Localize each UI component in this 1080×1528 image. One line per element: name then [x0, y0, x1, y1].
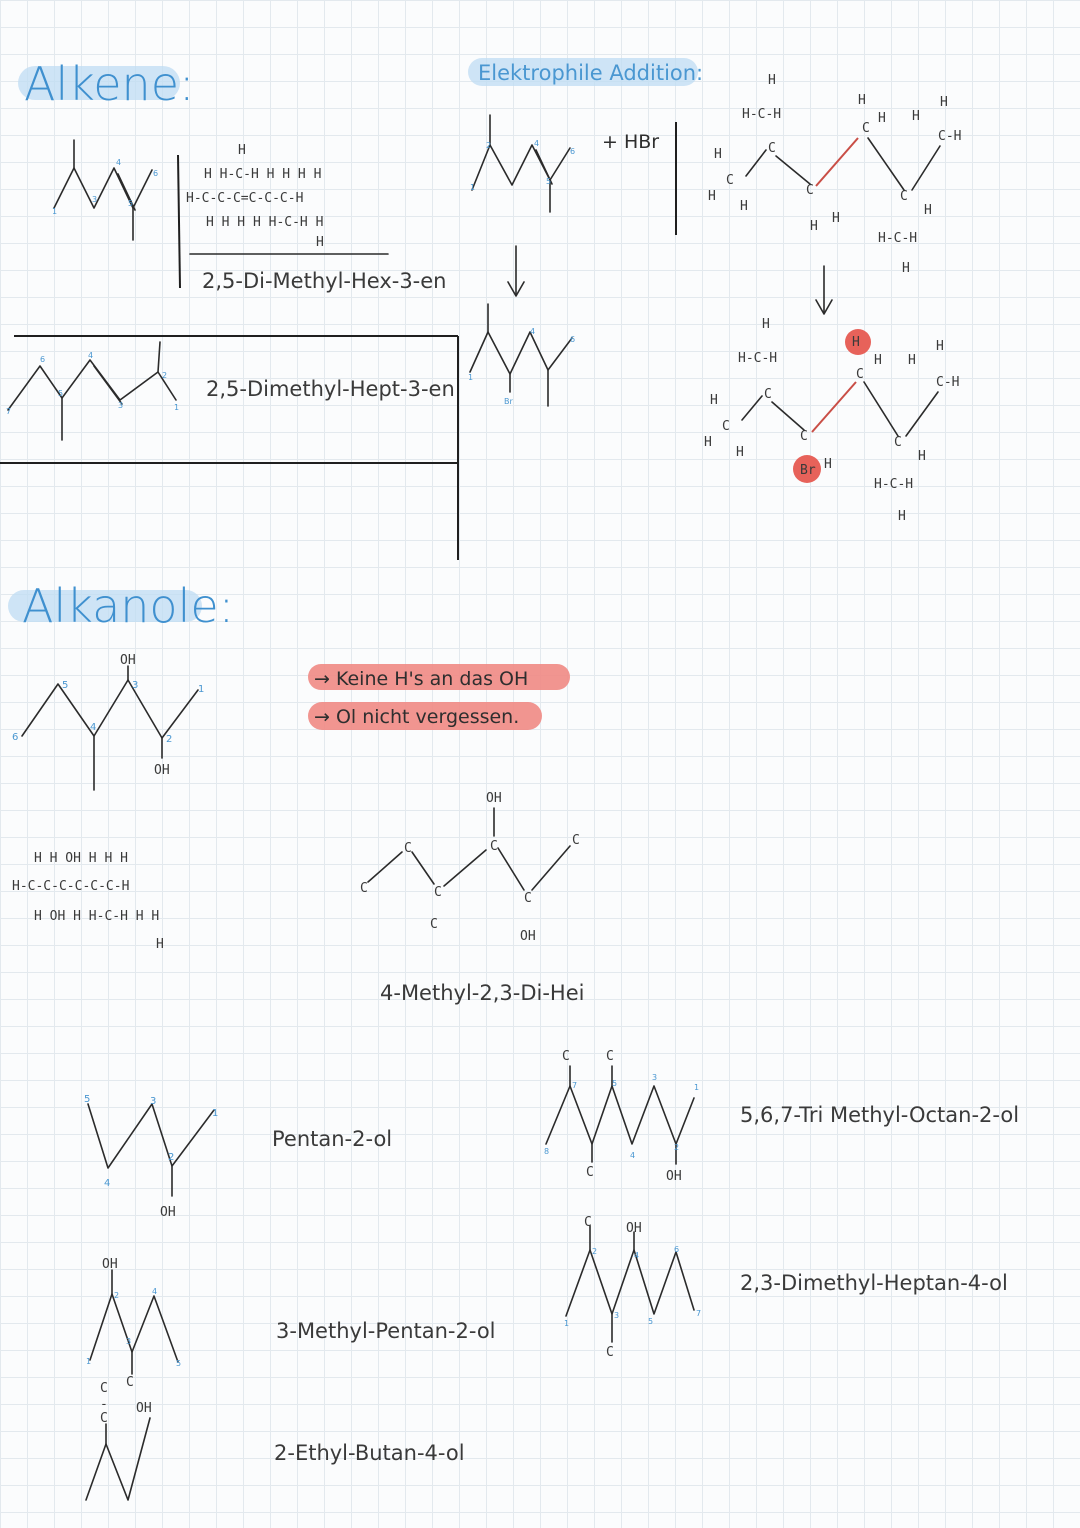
svg-text:C: C [490, 839, 498, 854]
addition-title: Elektrophile Addition: [478, 61, 704, 85]
alkanole-title: Alkanole: [22, 579, 235, 633]
svg-text:5: 5 [62, 680, 69, 691]
svg-text:C: C [126, 1375, 134, 1390]
svg-text:4: 4 [530, 327, 536, 336]
svg-text:3: 3 [652, 1073, 658, 1082]
svg-text:H: H [768, 73, 776, 88]
svg-text:OH: OH [136, 1401, 152, 1416]
svg-text:C: C [606, 1345, 614, 1360]
svg-text:H: H [936, 339, 944, 354]
svg-text:H: H [898, 509, 906, 524]
svg-text:3: 3 [118, 401, 124, 410]
svg-text:H: H [940, 95, 948, 110]
alkene-name-2: 2,5-Dimethyl-Hept-3-en [206, 377, 455, 401]
svg-text:C: C [768, 141, 776, 156]
svg-text:6: 6 [570, 335, 576, 344]
svg-text:H-C-H: H-C-H [738, 351, 778, 366]
svg-text:2: 2 [162, 371, 168, 380]
svg-text:5: 5 [128, 199, 134, 208]
svg-text:6: 6 [570, 147, 576, 156]
svg-text:1: 1 [470, 183, 476, 192]
alkene-box [0, 336, 458, 560]
alkene-skeletal-1 [52, 140, 158, 240]
note-pill-1 [308, 664, 570, 690]
svg-text:H: H [874, 353, 882, 368]
svg-text:7: 7 [696, 1309, 702, 1318]
br-label: Br [800, 463, 816, 478]
alkanol-skeletal-1 [12, 653, 204, 790]
note-pill-2 [308, 702, 542, 730]
alkanol-example-2-name: 5,6,7-Tri Methyl-Octan-2-ol [740, 1103, 1020, 1127]
addition-skeletal-reactant [470, 115, 575, 212]
alkanol-example-4-name: 2,3-Dimethyl-Heptan-4-ol [740, 1271, 1008, 1295]
svg-text:OH: OH [486, 791, 502, 806]
svg-text:2: 2 [114, 1291, 120, 1300]
alkene-title: Alkene: [24, 57, 195, 111]
svg-text:8: 8 [544, 1147, 550, 1156]
svg-text:3: 3 [92, 195, 98, 204]
svg-text:7: 7 [6, 407, 12, 416]
svg-text:H-C-C-C=C-C-C-H: H-C-C-C=C-C-C-H [186, 191, 304, 206]
svg-text:H: H [704, 435, 712, 450]
svg-text:OH: OH [102, 1257, 118, 1272]
svg-text:C: C [100, 1381, 108, 1396]
alkene-structural-formula [186, 143, 388, 254]
svg-text:C-H: C-H [938, 129, 962, 144]
svg-text:H-C-H: H-C-H [874, 477, 914, 492]
svg-text:3: 3 [132, 680, 139, 691]
addition-skeletal-product [468, 304, 575, 406]
svg-text:H-C-C-C-C-C-C-H: H-C-C-C-C-C-C-H [12, 879, 130, 894]
svg-text:3: 3 [150, 1096, 157, 1107]
svg-text:1: 1 [52, 207, 58, 216]
alkanol-example-2 [544, 1049, 699, 1184]
svg-text:2: 2 [592, 1247, 598, 1256]
svg-text:C: C [722, 419, 730, 434]
svg-text:-: - [100, 1397, 108, 1412]
svg-text:4: 4 [104, 1178, 111, 1189]
svg-text:H: H [908, 353, 916, 368]
svg-text:H: H [924, 203, 932, 218]
svg-text:7: 7 [572, 1081, 578, 1090]
svg-text:H: H [762, 317, 770, 332]
svg-text:2: 2 [674, 1143, 680, 1152]
svg-text:C: C [100, 1411, 108, 1426]
addition-reagent: + HBr [602, 131, 660, 153]
svg-text:4: 4 [634, 1251, 640, 1260]
alkanol-example-5-name: 2-Ethyl-Butan-4-ol [274, 1441, 465, 1465]
svg-text:6: 6 [153, 169, 159, 178]
svg-text:H H OH H H H: H H OH H H H [34, 851, 128, 866]
svg-text:C: C [606, 1049, 614, 1064]
svg-text:C: C [434, 885, 442, 900]
svg-text:C: C [764, 387, 772, 402]
alkanol-example-5 [86, 1381, 152, 1500]
svg-text:1: 1 [198, 684, 205, 695]
svg-text:H-C-H: H-C-H [878, 231, 918, 246]
rule-note-2: → Ol nicht vergessen. [314, 706, 520, 728]
svg-text:5: 5 [84, 1094, 91, 1105]
svg-text:C: C [562, 1049, 570, 1064]
addition-3d-product [704, 317, 959, 524]
svg-text:C: C [862, 121, 870, 136]
svg-text:5: 5 [58, 389, 64, 398]
svg-text:H: H [912, 109, 920, 124]
svg-text:C: C [430, 917, 438, 932]
svg-text:4: 4 [90, 722, 97, 733]
svg-text:C: C [800, 429, 808, 444]
svg-text:5: 5 [612, 1079, 618, 1088]
alkene-heading [18, 57, 195, 111]
addition-3d-reactant [708, 73, 961, 276]
alkanol-structural-formula [12, 851, 164, 952]
svg-text:C-H: C-H [936, 375, 960, 390]
addition-heading [468, 58, 703, 86]
alkene-name-1: 2,5-Di-Methyl-Hex-3-en [202, 269, 447, 293]
svg-text:OH: OH [160, 1205, 176, 1220]
svg-text:OH: OH [154, 763, 170, 778]
svg-text:H: H [852, 335, 860, 350]
svg-text:4: 4 [534, 139, 540, 148]
svg-text:H: H [902, 261, 910, 276]
svg-text:C: C [404, 841, 412, 856]
alkanol-example-3 [86, 1257, 181, 1390]
svg-text:1: 1 [468, 373, 474, 382]
svg-text:2: 2 [168, 1152, 175, 1163]
svg-text:H: H [316, 235, 324, 250]
alkanol-example-1 [84, 1094, 218, 1220]
svg-text:H: H [918, 449, 926, 464]
svg-text:H: H [740, 199, 748, 214]
svg-text:C: C [894, 435, 902, 450]
svg-text:H-C-H: H-C-H [742, 107, 782, 122]
svg-text:C: C [584, 1215, 592, 1230]
svg-text:H H H H H-C-H H: H H H H H-C-H H [206, 215, 324, 230]
svg-text:H: H [710, 393, 718, 408]
svg-text:1: 1 [212, 1108, 219, 1119]
svg-text:6: 6 [674, 1245, 680, 1254]
svg-text:H: H [714, 147, 722, 162]
svg-text:C: C [856, 367, 864, 382]
svg-text:H H-C-H H H H H: H H-C-H H H H H [204, 167, 322, 182]
alkanol-example-3-name: 3-Methyl-Pentan-2-ol [276, 1319, 496, 1343]
svg-text:H: H [736, 445, 744, 460]
svg-text:1: 1 [694, 1083, 700, 1092]
alkanole-heading [8, 579, 234, 633]
svg-text:C: C [586, 1165, 594, 1180]
svg-text:H OH H H-C-H H H: H OH H H-C-H H H [34, 909, 160, 924]
svg-text:OH: OH [666, 1169, 682, 1184]
svg-text:2: 2 [486, 141, 492, 150]
alkanol-name-main: 4-Methyl-2,3-Di-Hei [380, 981, 585, 1005]
svg-text:C: C [726, 173, 734, 188]
svg-text:4: 4 [88, 351, 94, 360]
rule-note-1: → Keine H's an das OH [314, 668, 529, 690]
svg-text:5: 5 [648, 1317, 654, 1326]
svg-text:1: 1 [174, 403, 180, 412]
svg-text:H: H [878, 111, 886, 126]
svg-text:1: 1 [564, 1319, 570, 1328]
svg-text:C: C [360, 881, 368, 896]
svg-text:3: 3 [614, 1311, 620, 1320]
reaction-arrow-2 [816, 266, 832, 314]
svg-text:OH: OH [120, 653, 136, 668]
svg-text:C: C [524, 891, 532, 906]
svg-text:H: H [824, 457, 832, 472]
svg-text:1: 1 [86, 1357, 92, 1366]
alkanol-carbon-skeleton [360, 791, 580, 944]
svg-text:C: C [806, 183, 814, 198]
svg-text:4: 4 [152, 1287, 158, 1296]
svg-text:H: H [858, 93, 866, 108]
svg-text:5: 5 [546, 177, 552, 186]
svg-text:H: H [832, 211, 840, 226]
svg-text:4: 4 [630, 1151, 636, 1160]
alkanol-example-1-name: Pentan-2-ol [272, 1127, 393, 1151]
svg-text:H: H [238, 143, 246, 158]
svg-text:H: H [810, 219, 818, 234]
svg-text:4: 4 [116, 158, 122, 167]
alkanol-example-4 [564, 1215, 701, 1360]
svg-text:6: 6 [40, 355, 46, 364]
svg-text:OH: OH [626, 1221, 642, 1236]
svg-text:2: 2 [166, 734, 173, 745]
svg-text:3: 3 [126, 1337, 132, 1346]
reaction-arrow-1 [508, 246, 524, 296]
svg-text:H: H [708, 189, 716, 204]
svg-text:5: 5 [176, 1359, 182, 1368]
svg-text:OH: OH [520, 929, 536, 944]
svg-text:H: H [156, 937, 164, 952]
svg-text:6: 6 [12, 732, 19, 743]
svg-text:C: C [900, 189, 908, 204]
svg-text:Br: Br [504, 397, 513, 406]
svg-text:C: C [572, 833, 580, 848]
